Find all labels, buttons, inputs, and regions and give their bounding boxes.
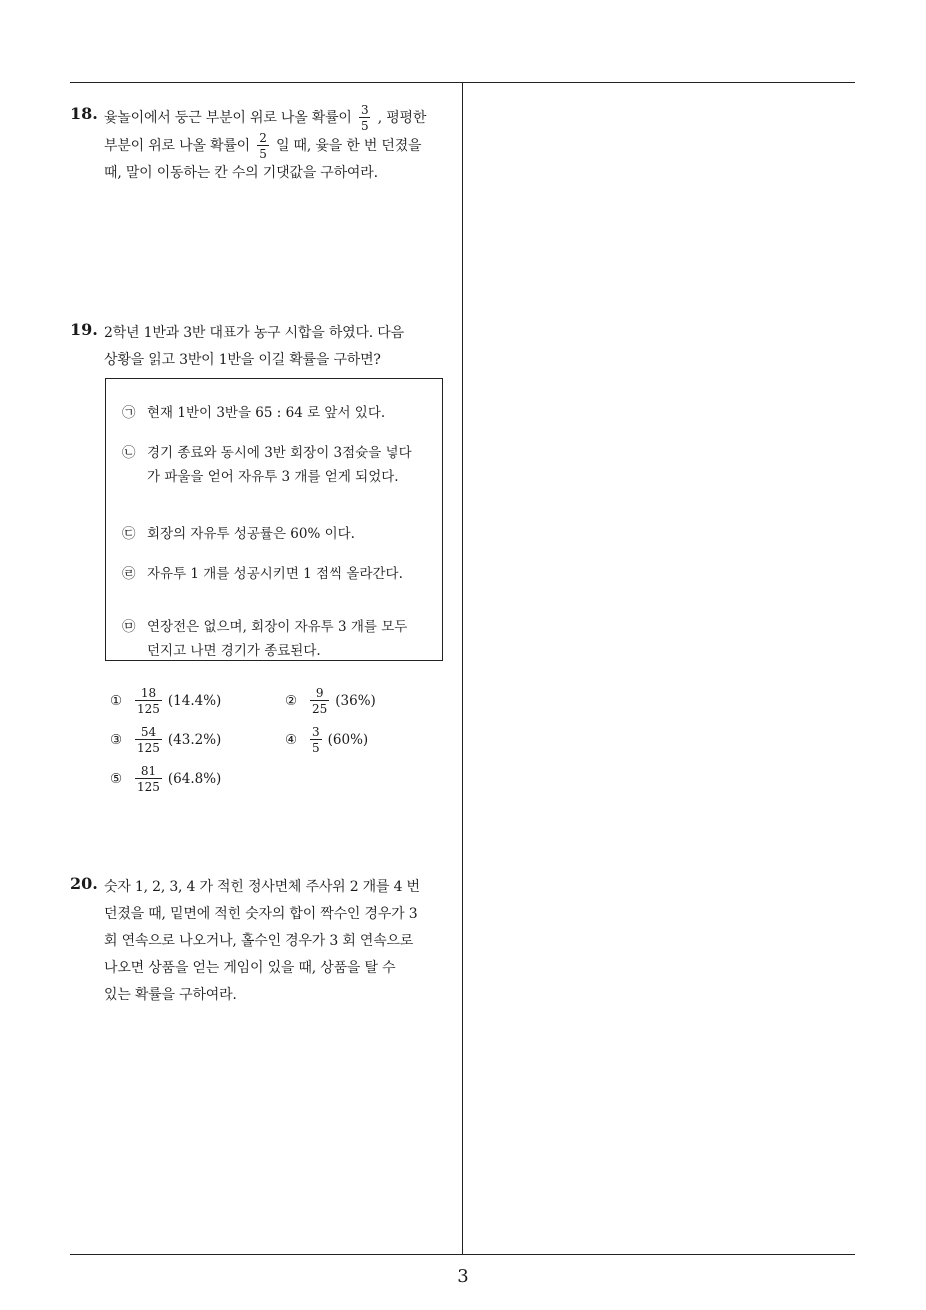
problem-text [104, 104, 458, 187]
condition-mark: ㉠ [122, 405, 136, 421]
column-divider [462, 82, 463, 1254]
problem-18 [70, 104, 458, 187]
numerator: 18 [140, 686, 157, 700]
choice-1[interactable] [110, 687, 221, 715]
denominator: 125 [137, 780, 160, 794]
numerator: 3 [312, 725, 320, 739]
denominator: 125 [137, 702, 160, 716]
condition-item [122, 401, 422, 425]
problem-line: 있는 확률을 구하여라. [104, 987, 237, 1003]
denominator: 125 [137, 741, 160, 755]
problem-line [104, 104, 458, 132]
fraction [135, 687, 162, 715]
choice-percent: (60%) [327, 732, 369, 748]
problem-number: 20. [70, 874, 98, 893]
fraction [135, 726, 162, 754]
choice-mark: ⑤ [110, 771, 123, 787]
numerator: 2 [259, 131, 267, 145]
problem-text [104, 874, 458, 1009]
problem-19 [70, 320, 458, 374]
problem-line: 숫자 1, 2, 3, 4 가 적힌 정사면체 주사위 2 개를 4 번 [104, 879, 420, 895]
page-number: 3 [457, 1266, 469, 1287]
choice-mark: ③ [110, 732, 123, 748]
denominator: 5 [312, 741, 320, 755]
choice-percent: (36%) [335, 693, 376, 709]
choice-mark: ② [285, 693, 298, 709]
condition-mark: ㉣ [122, 566, 136, 582]
problem-20 [70, 874, 458, 1009]
numerator: 3 [361, 103, 369, 117]
condition-text: 자유투 1 개를 성공시키면 1 점씩 올라간다. [147, 566, 403, 582]
condition-text: 경기 종료와 동시에 3반 회장이 3점슛을 넣다가 파울을 얻어 자유투 3 개를 얻게 되었다. [147, 445, 412, 485]
condition-mark: ㉤ [122, 619, 136, 635]
choice-mark: ④ [285, 732, 298, 748]
choice-4[interactable] [285, 726, 368, 754]
text-segment: 부분이 위로 나올 확률이 [104, 138, 250, 154]
condition-item [122, 615, 422, 663]
text-segment: 일 때, 윷을 한 번 던졌을 [275, 138, 422, 154]
choice-percent: (43.2%) [167, 732, 222, 748]
condition-text: 연장전은 없으며, 회장이 자유투 3 개를 모두 던지고 나면 경기가 종료된다. [147, 619, 408, 659]
fraction [310, 726, 322, 754]
choice-2[interactable] [285, 687, 376, 715]
problem-text [104, 320, 458, 374]
problem-line [104, 132, 458, 160]
fraction [257, 132, 268, 160]
denominator: 25 [312, 702, 328, 716]
denominator: 5 [259, 147, 267, 161]
problem-line: 나오면 상품을 얻는 게임이 있을 때, 상품을 탈 수 [104, 960, 396, 976]
choice-percent: (14.4%) [167, 693, 222, 709]
numerator: 81 [140, 764, 157, 778]
condition-text: 현재 1반이 3반을 65 : 64 로 앞서 있다. [147, 405, 386, 421]
fraction [359, 104, 370, 132]
condition-mark: ㉢ [122, 526, 136, 542]
problem-line: 던졌을 때, 밑면에 적힌 숫자의 합이 짝수인 경우가 3 [104, 906, 418, 922]
bottom-rule [70, 1254, 855, 1255]
condition-item [122, 441, 422, 489]
condition-item [122, 522, 422, 546]
problem-line: 때, 말이 이동하는 칸 수의 기댓값을 구하여라. [104, 165, 378, 181]
numerator: 9 [315, 686, 324, 700]
choice-5[interactable] [110, 765, 221, 793]
choice-3[interactable] [110, 726, 221, 754]
denominator: 5 [361, 119, 369, 133]
problem-number: 18. [70, 104, 98, 123]
choice-percent: (64.8%) [167, 771, 222, 787]
numerator: 54 [140, 725, 157, 739]
condition-mark: ㉡ [122, 445, 136, 461]
text-segment: , 평평한 [377, 110, 427, 126]
problem-line: 회 연속으로 나오거나, 홀수인 경우가 3 회 연속으로 [104, 933, 414, 949]
text-segment: 윷놀이에서 둥근 부분이 위로 나올 확률이 [104, 110, 352, 126]
condition-item [122, 562, 422, 586]
problem-line: 2학년 1반과 3반 대표가 농구 시합을 하였다. 다음 [104, 325, 404, 341]
condition-text: 회장의 자유투 성공률은 60% 이다. [147, 526, 355, 542]
problem-number: 19. [70, 320, 98, 339]
choice-mark: ① [110, 693, 123, 709]
conditions-box [105, 378, 443, 661]
problem-line: 상황을 읽고 3반이 1반을 이길 확률을 구하면? [104, 352, 381, 368]
fraction [310, 687, 329, 715]
fraction [135, 765, 162, 793]
